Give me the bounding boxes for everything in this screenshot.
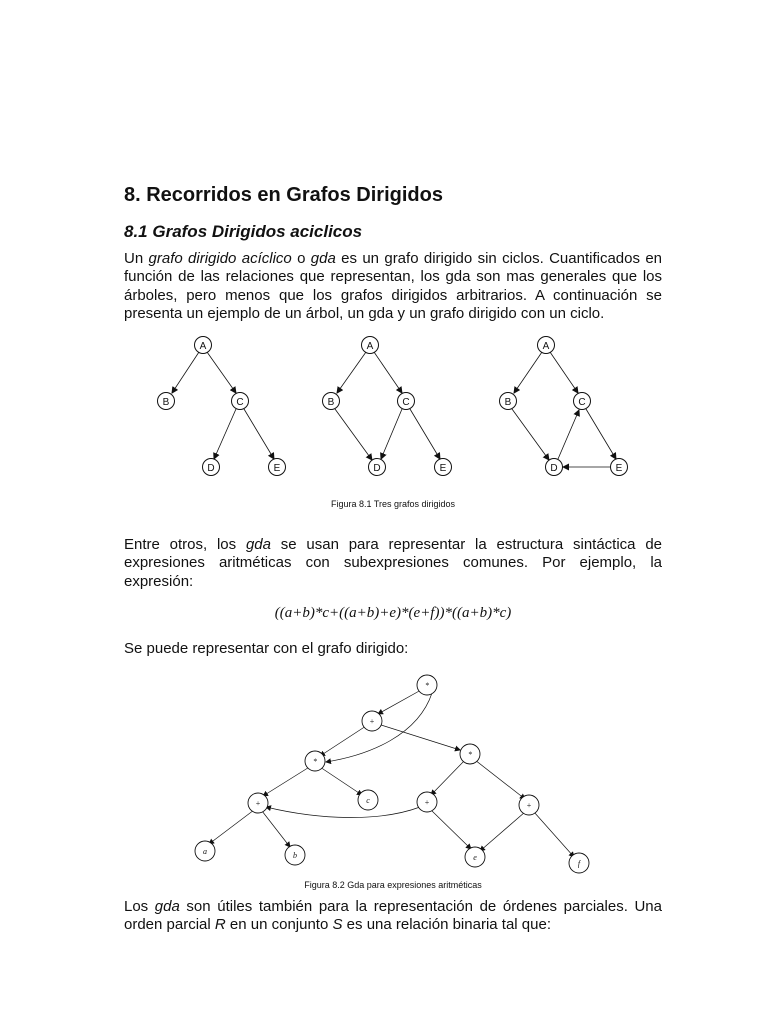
expression-node — [569, 853, 589, 873]
graph-node — [269, 459, 286, 476]
svg-text:A: A — [366, 341, 374, 352]
svg-text:D: D — [550, 463, 558, 474]
expression-node — [460, 744, 480, 764]
edge — [263, 766, 311, 796]
svg-text:+: + — [369, 717, 375, 726]
edge — [534, 812, 574, 857]
figure-caption: Figura 8.1 Tres grafos dirigidos — [330, 499, 456, 509]
graph-node — [435, 459, 452, 476]
svg-text:B: B — [504, 397, 512, 408]
graph-intro-paragraph: Se puede representar con el grafo dirigido: — [124, 640, 409, 657]
edge — [335, 409, 372, 460]
expression-node — [417, 675, 437, 695]
graph-node — [203, 459, 220, 476]
expression-node — [465, 847, 485, 867]
edge — [410, 409, 440, 459]
subsection-heading: 8.1 Grafos Dirigidos aciclicos — [124, 222, 363, 241]
svg-text:+: + — [526, 801, 532, 810]
expression-node — [248, 793, 268, 813]
svg-text:A: A — [199, 341, 207, 352]
svg-text:C: C — [236, 397, 244, 408]
edge — [381, 725, 460, 750]
edge — [550, 352, 578, 393]
svg-text:D: D — [373, 463, 381, 474]
graph-node — [611, 459, 628, 476]
graph-node — [158, 393, 175, 410]
figure-expression-gda — [0, 670, 768, 875]
svg-text:e: e — [473, 853, 477, 862]
edge — [558, 410, 579, 459]
edge — [475, 760, 525, 799]
svg-text:b: b — [293, 851, 297, 860]
edge — [337, 352, 366, 393]
svg-text:*: * — [313, 757, 317, 766]
graph-node — [500, 393, 517, 410]
intro-paragraph: Un grafo dirigido acíclico o gda es un grafo dirigido sin ciclos. Cuantificados en función de las relaciones que representan, los gda son mas generales que los árboles, pero menos que los grafos dirigidos arbitrarios. A continuación se presenta un ejemplo de un árbol, un gda y un grafo dirigido con un ciclo. — [124, 250, 662, 323]
svg-text:a: a — [203, 847, 207, 856]
svg-text:C: C — [578, 397, 586, 408]
edge — [244, 409, 274, 459]
edge — [214, 409, 236, 459]
expressions-paragraph: Entre otros, los gda se usan para representar la estructura sintáctica de expresiones aritméticas con subexpresiones comunes. Por ejemplo, la expresión: — [124, 536, 662, 590]
edge — [586, 409, 616, 459]
edge — [512, 409, 549, 460]
svg-text:*: * — [468, 750, 472, 759]
svg-text:c: c — [366, 796, 370, 805]
svg-text:D: D — [207, 463, 215, 474]
edge — [207, 352, 236, 393]
graph-node — [232, 393, 249, 410]
svg-text:C: C — [402, 397, 410, 408]
expression-node — [358, 790, 378, 810]
expression-node — [285, 845, 305, 865]
edge — [431, 810, 471, 849]
edge — [320, 726, 366, 756]
edge — [262, 811, 290, 847]
svg-text:E: E — [273, 463, 281, 474]
expression-node — [195, 841, 215, 861]
edge — [381, 409, 402, 459]
graph-node — [398, 393, 415, 410]
graph-node — [369, 459, 386, 476]
graph-node — [538, 337, 555, 354]
svg-text:B: B — [162, 397, 170, 408]
expression-node — [305, 751, 325, 771]
graph-node — [323, 393, 340, 410]
svg-text:*: * — [425, 681, 429, 690]
expression-node — [417, 792, 437, 812]
svg-text:+: + — [424, 798, 430, 807]
edge — [378, 690, 421, 714]
partial-order-paragraph: Los gda son útiles también para la representación de órdenes parciales. Una orden parcial R en un conjunto S es una relación binaria tal que: — [124, 898, 662, 934]
svg-text:A: A — [542, 341, 550, 352]
section-heading: 8. Recorridos en Grafos Dirigidos — [124, 184, 443, 206]
edge — [266, 807, 420, 818]
svg-text:f: f — [577, 859, 581, 868]
figure-caption: Figura 8.2 Gda para expresiones aritméticas — [304, 880, 482, 890]
svg-text:E: E — [439, 463, 447, 474]
graph-node — [546, 459, 563, 476]
svg-text:B: B — [327, 397, 335, 408]
edge — [431, 760, 465, 795]
graph-node — [574, 393, 591, 410]
edge — [374, 352, 402, 393]
edge — [480, 812, 525, 851]
svg-text:+: + — [255, 799, 261, 808]
expression-node — [519, 795, 539, 815]
graph-node — [362, 337, 379, 354]
edge — [320, 767, 362, 795]
expression-node — [362, 711, 382, 731]
edge — [172, 352, 199, 393]
edge — [514, 352, 542, 393]
graph-node — [195, 337, 212, 354]
expression-formula: ((a+b)*c+((a+b)+e)*(e+f))*((a+b)*c) — [274, 605, 512, 621]
figure-three-digraphs — [0, 325, 768, 495]
edge — [209, 810, 254, 844]
svg-text:E: E — [615, 463, 623, 474]
